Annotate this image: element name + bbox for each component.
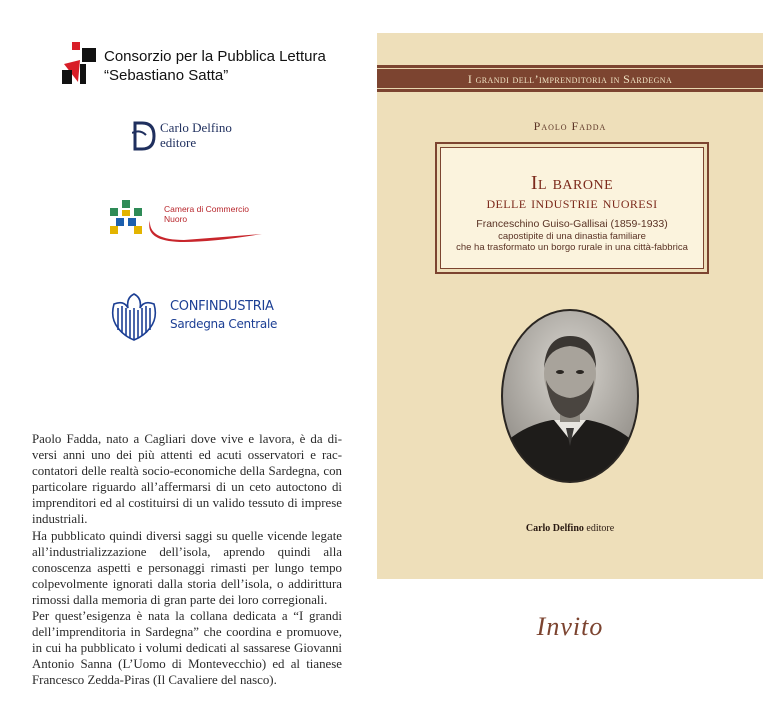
camera-commercio-logo [106, 196, 266, 244]
bio-paragraph: Per quest’esigenza è nata la collana dedicata a “I grandi dell’imprenditoria in Sardegna” che coordina e promuove, in cui ha pubblicato i volumi dedicati al sassarese Giovanni Antonio Sanna (L’Uomo di Montevecchio) ed al tianese Francesco Zedda-Piras (Il Cavaliere del nasco). [32, 609, 342, 688]
camera-commercio-name: Camera di Commercio Nuoro [164, 204, 250, 224]
title-box-inner [440, 147, 704, 269]
book-cover [377, 33, 763, 579]
delfino-d-icon [132, 121, 156, 151]
camera-swoosh-icon [144, 218, 264, 244]
delfino-logo [132, 119, 272, 153]
confindustria-name: CONFINDUSTRIA [170, 299, 274, 314]
series-title: I grandi dell’imprenditoria in Sardegna [467, 72, 673, 86]
portrait-oval-icon [500, 308, 640, 484]
delfino-name: Carlo Delfino [160, 120, 232, 135]
camera-commercio-logo-icon [106, 198, 146, 236]
title-box [435, 142, 709, 274]
bio-paragraph: Ha pubblicato quindi diversi saggi su quelle vicende legate all’industrializzazione dell’isola, aprendo quindi alla conoscenza aspetti e personaggi rimasti per lungo tempo colpevolmente ignorati dalla storia dell’isola, o addirittura rimossi dalla memoria di gran parte dei loro corregionali. [32, 528, 342, 607]
series-band [377, 65, 763, 92]
book-author: Paolo Fadda [533, 119, 607, 133]
invito-heading: Invito [536, 612, 604, 641]
book-title-line1: Il barone [530, 172, 614, 194]
book-title-line2: delle industrie nuoresi [486, 193, 658, 212]
confindustria-logo [106, 290, 306, 346]
consorzio-logo-icon [62, 42, 98, 86]
cover-publisher: Carlo Delfino editore [525, 523, 615, 534]
consorzio-logo [62, 42, 352, 88]
confindustria-eagle-icon [106, 290, 162, 346]
book-subtitle: Franceschino Guiso-Gallisai (1859-1933) capostipite di una dinastia familiare che ha trasformato un borgo rurale in una città-fabbrica [456, 218, 688, 253]
consorzio-name: Consorzio per la Pubblica Lettura “Sebastiano Satta” [104, 48, 326, 84]
author-biography [32, 431, 342, 689]
delfino-editore: editore [160, 135, 197, 150]
bio-paragraph: Paolo Fadda, nato a Cagliari dove vive e lavora, è da diversi anni uno dei più attenti ed acuti osservatori e raccontatori delle realtà socio-economiche della Sardegna, con particolare riguardo all’affermarsi di un ceto autoctono di imprenditori ed al costituirsi di un valido tessuto di imprese industriali. [32, 432, 342, 527]
confindustria-sub: Sardegna Centrale [170, 317, 278, 331]
